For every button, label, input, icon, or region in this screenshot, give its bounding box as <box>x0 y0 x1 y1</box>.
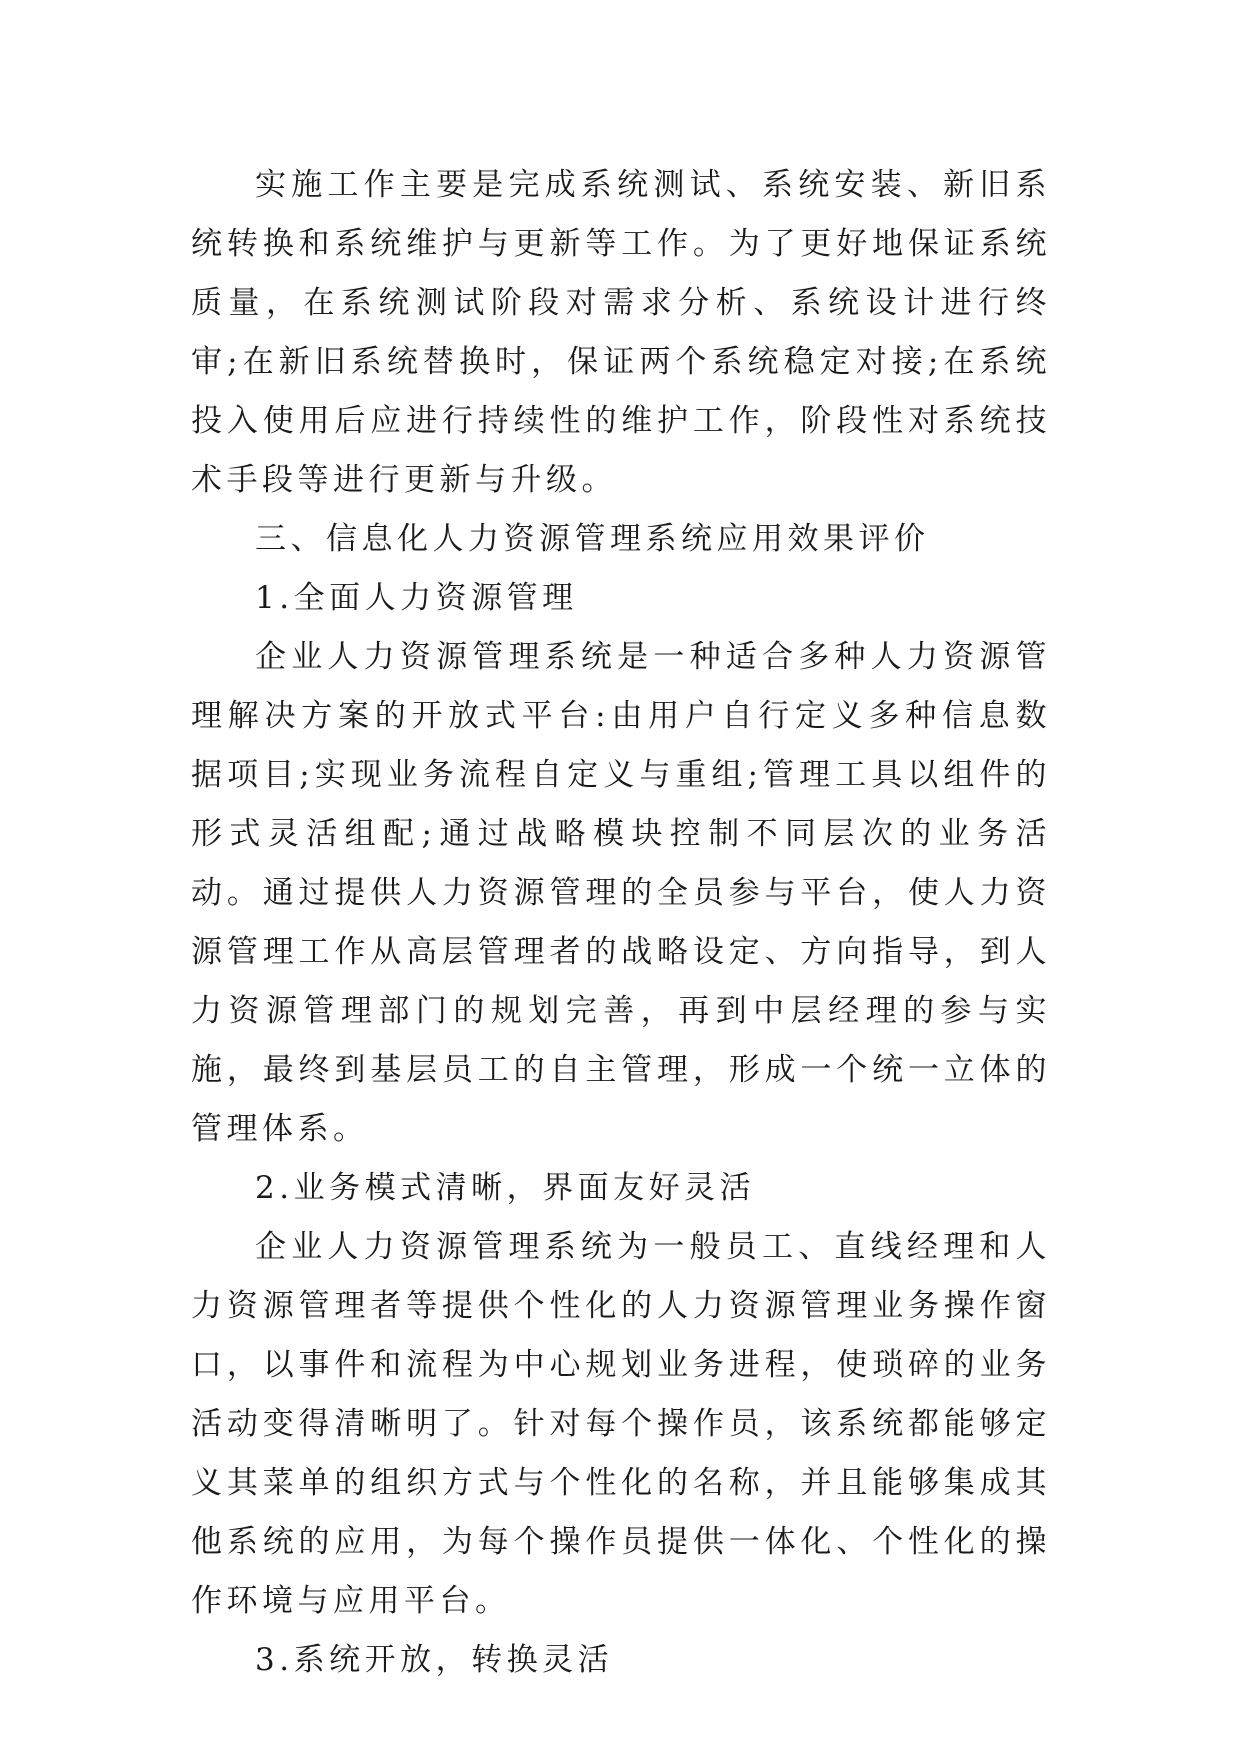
paragraph-personalized-window: 企业人力资源管理系统为一般员工、直线经理和人力资源管理者等提供个性化的人力资源管理业务操作窗口，以事件和流程为中心规划业务进程，使琐碎的业务活动变得清晰明了。针对每个操作员，该系统都能够定义其菜单的组织方式与个性化的名称，并且能够集成其他系统的应用，为每个操作员提供一体化、个性化的操作环境与应用平台。 <box>191 1229 1051 1619</box>
subheading-business-mode: 2.业务模式清晰，界面友好灵活 <box>255 1170 756 1206</box>
document-body <box>191 156 1051 1690</box>
subheading-system-open: 3.系统开放，转换灵活 <box>255 1642 614 1678</box>
paragraph-open-platform: 企业人力资源管理系统是一种适合多种人力资源管理解决方案的开放式平台:由用户自行定义多种信息数据项目;实现业务流程自定义与重组;管理工具以组件的形式灵活组配;通过战略模块控制不同层次的业务活动。通过提供人力资源管理的全员参与平台，使人力资源管理工作从高层管理者的战略设定、方向指导，到人力资源管理部门的规划完善，再到中层经理的参与实施，最终到基层员工的自主管理，形成一个统一立体的管理体系。 <box>191 639 1051 1147</box>
subheading-comprehensive-hr: 1.全面人力资源管理 <box>255 580 578 616</box>
section-heading: 三、信息化人力资源管理系统应用效果评价 <box>255 521 930 557</box>
paragraph-implementation: 实施工作主要是完成系统测试、系统安装、新旧系统转换和系统维护与更新等工作。为了更好地保证系统质量，在系统测试阶段对需求分析、系统设计进行终审;在新旧系统替换时，保证两个系统稳定对接;在系统投入使用后应进行持续性的维护工作，阶段性对系统技术手段等进行更新与升级。 <box>191 167 1051 498</box>
